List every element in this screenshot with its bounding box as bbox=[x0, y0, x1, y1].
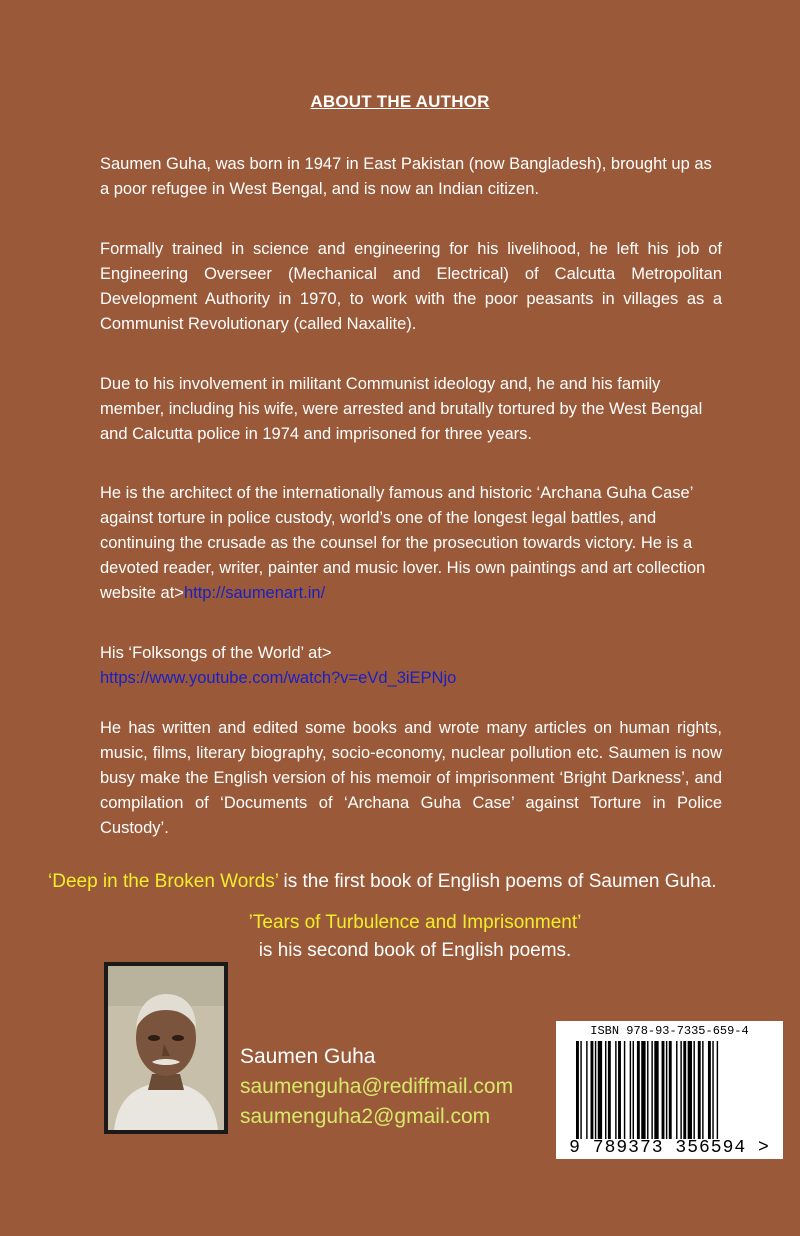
portrait-illustration bbox=[108, 966, 224, 1130]
first-book-desc: is the first book of English poems of Saumen Guha. bbox=[278, 871, 717, 892]
folksongs-paragraph bbox=[100, 641, 722, 691]
second-book-line bbox=[0, 912, 800, 962]
isbn-barcode bbox=[556, 1021, 783, 1159]
email-gmail[interactable]: saumenguha2@gmail.com bbox=[240, 1105, 491, 1128]
email-rediff[interactable]: saumenguha@rediffmail.com bbox=[240, 1075, 514, 1098]
case-text: He is the architect of the internationally famous and historic ‘Archana Guha Case’ against torture in police custody, world’s one of the longest legal battles, and continuing the crusade as the counsel for the prosecution towards victory. He is a devoted reader, writer, painter and music lover. His own paintings and art collection website at> bbox=[100, 484, 706, 602]
barcode-bars-icon bbox=[562, 1041, 762, 1139]
first-book-line bbox=[48, 871, 768, 893]
isbn-label: ISBN 978-93-7335-659-4 bbox=[590, 1024, 749, 1038]
youtube-link[interactable]: https://www.youtube.com/watch?v=eVd_3iEPNjo bbox=[100, 669, 457, 687]
bio-paragraph-career: Formally trained in science and engineering for his livelihood, he left his job of Engineering Overseer (Mechanical and Electrical) of Calcutta Metropolitan Development Authority in 1970, to work with the poor peasants in villages as a Communist Revolutionary (called Naxalite). bbox=[100, 240, 722, 333]
bio-paragraph-arrest: Due to his involvement in militant Communist ideology and, he and his family member, including his wife, were arrested and brutally tortured by the West Bengal and Calcutta police in 1974 and imprisoned for three years. bbox=[100, 375, 703, 443]
isbn-digits: 9 789373 356594 > bbox=[569, 1138, 770, 1158]
bio-paragraph-case bbox=[100, 481, 722, 606]
bio-paragraph-birth: Saumen Guha, was born in 1947 in East Pakistan (now Bangladesh), brought up as a poor refugee in West Bengal, and is now an Indian citizen. bbox=[100, 155, 712, 198]
author-portrait bbox=[108, 966, 224, 1130]
author-name: Saumen Guha bbox=[240, 1045, 376, 1068]
author-photo bbox=[104, 962, 228, 1134]
author-contact bbox=[240, 1045, 513, 1129]
bio-paragraph-books: He has written and edited some books and wrote many articles on human rights, music, films, literary biography, socio-economy, nuclear pollution etc. Saumen is now busy make the English version of his memoir of imprisonment ‘Bright Darkness’, and compilation of ‘Documents of ‘Archana Guha Case’ against Torture in Police Custody’. bbox=[100, 719, 722, 837]
about-author-heading: ABOUT THE AUTHOR bbox=[310, 92, 490, 111]
folksongs-text: His ‘Folksongs of the World’ at> bbox=[100, 644, 332, 662]
first-book-title: ‘Deep in the Broken Words’ bbox=[48, 871, 279, 892]
art-website-link[interactable]: http://saumenart.in/ bbox=[183, 584, 326, 602]
second-book-desc: is his second book of English poems. bbox=[258, 940, 572, 961]
second-book-title: ’Tears of Turbulence and Imprisonment’ bbox=[248, 912, 582, 933]
